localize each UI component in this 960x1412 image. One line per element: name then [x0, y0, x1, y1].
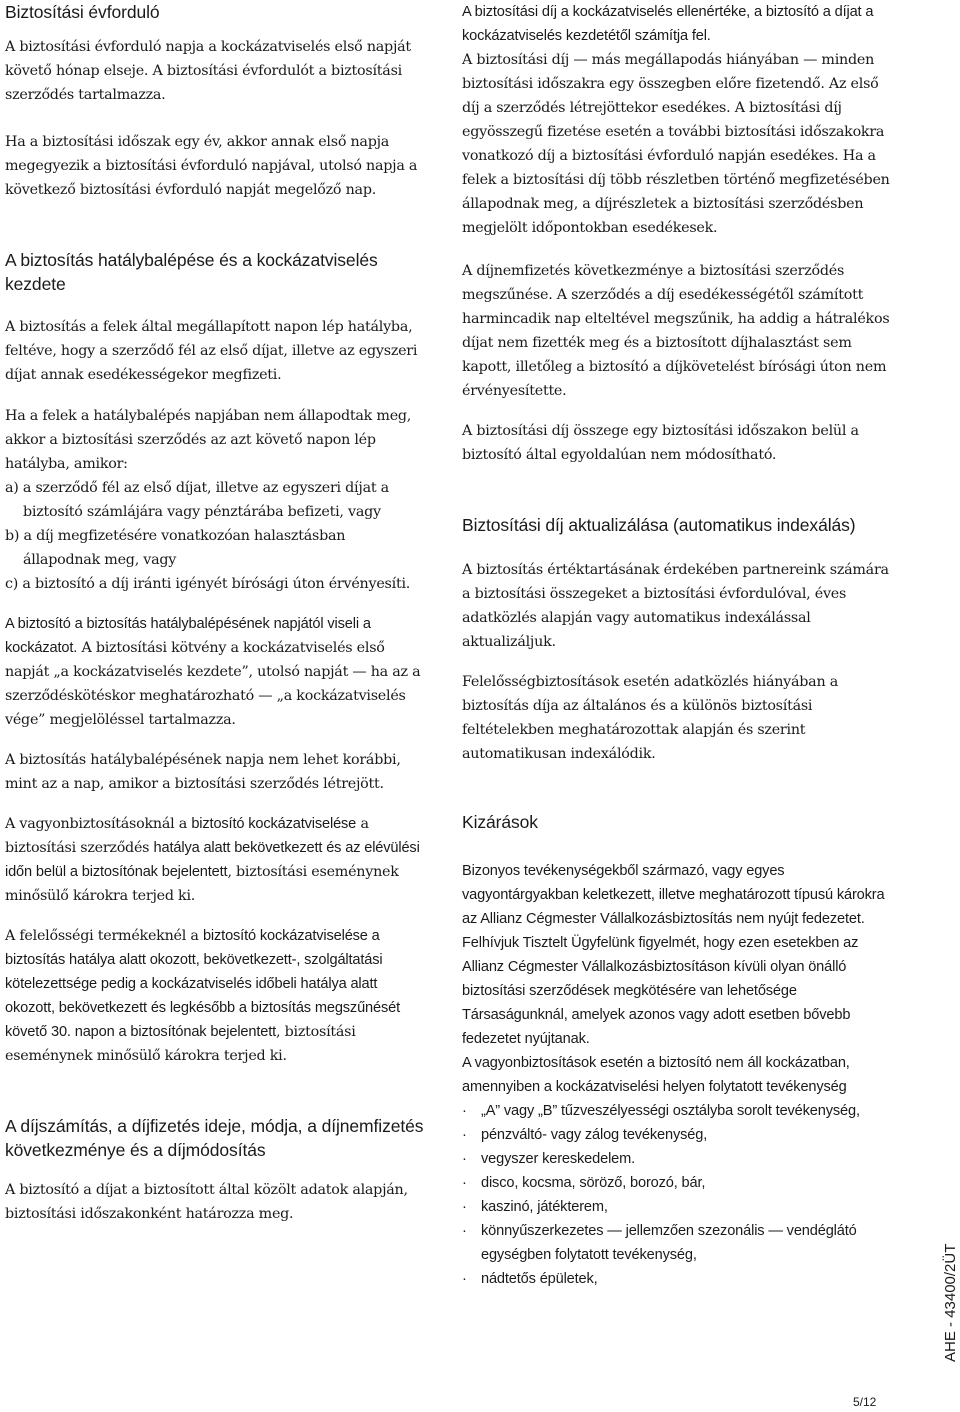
list-item: c) a biztosító a díj iránti igényét bírósági úton érvényesíti.: [5, 576, 411, 592]
paragraph-vagyonbiztositas: [5, 812, 425, 908]
paragraph-korabbi: A biztosítás hatálybalépésének napja nem lehet korábbi, mint az a nap, amikor a biztosítási szerződés létrejött.: [5, 752, 401, 792]
heading-dijszamitas: A díjszámítás, a díjfizetés ideje, módja, a díjnemfizetés következménye és a díjmódosítás: [5, 1116, 424, 1160]
document-code: AHE - 43400/2ÜT: [942, 1243, 959, 1362]
bold-lead: A biztosító a biztosítás hatálybalépésének napjától viseli a kockázatot.: [5, 616, 371, 656]
bullet-icon: ·: [462, 1223, 467, 1239]
list-item-text: „A” vagy „B” tűzveszélyességi osztályba sorolt tevékenység,: [481, 1103, 860, 1119]
list-item: [462, 1195, 892, 1219]
bullet-icon: ·: [462, 1271, 467, 1287]
list-item-text: vegyszer kereskedelem.: [481, 1151, 636, 1167]
paragraph-rest: A biztosítási kötvény a kockázatviselés első napját „a kockázatviselés kezdete”, utolsó napját — ha az a szerződéskötéskor meghatározható — „a kockázatviselés vége” megjelöléssel tartalmazza.: [5, 640, 421, 728]
list-item-text: kaszinó, játékterem,: [481, 1199, 608, 1215]
text-part: A felelősségi termékeknél a: [5, 928, 203, 944]
paragraph-dij-1: A biztosítási díj a kockázatviselés ellenértéke, a biztosító a díjat a kockázatviselés kezdetétől számítja fel.: [462, 4, 874, 44]
bullet-icon: ·: [462, 1151, 467, 1167]
paragraph-nemfizetes: A díjnemfizetés következménye a biztosítási szerződés megszűnése. A szerződés a díj esedékességétől számított harmincadik nap elteltével megszűnik, ha addig a hátralékos díjat nem fizették meg és a biztosított díjhalasztást sem kapott, illetőleg a biztosító a díjkövetelést bírósági úton nem érvényesítette.: [462, 263, 890, 399]
list-item: [462, 1267, 892, 1291]
list-item: [462, 1147, 892, 1171]
list-item-text: pénzváltó- vagy zálog tevékenység,: [481, 1127, 708, 1143]
paragraph-dijszamitas: A biztosító a díjat a biztosított által közölt adatok alapján, biztosítási időszakonként határozza meg.: [5, 1182, 408, 1222]
list-item: b) a díj megfizetésére vonatkozóan halasztásban állapodnak meg, vagy: [5, 528, 346, 568]
list-item: [462, 1099, 892, 1123]
bullet-icon: ·: [462, 1103, 467, 1119]
list-item: [462, 1219, 892, 1267]
heading-kizarasok: Kizárások: [462, 812, 538, 832]
list-item: [462, 1123, 892, 1147]
list-item-text: nádtetős épületek,: [481, 1271, 598, 1287]
exclusion-list: [462, 1099, 892, 1291]
paragraph-osszeg: A biztosítási díj összege egy biztosítási időszakon belül a biztosító által egyoldalúan nem módosítható.: [462, 423, 859, 463]
page-number: 5/12: [853, 1395, 877, 1409]
heading-aktualizalas: Biztosítási díj aktualizálása (automatikus indexálás): [462, 515, 856, 535]
list-item: a) a szerződő fél az első díjat, illetve az egyszeri díjat a biztosító számlájára vagy pénztárába befizeti, vagy: [5, 480, 389, 520]
paragraph-aktualizalas-1: A biztosítás értéktartásának érdekében partnereink számára a biztosítási összegeket a biztosítási évfordulóval, éves adatközlés alapján vagy automatikus indexálással aktualizáljuk.: [462, 562, 889, 650]
text-part: A vagyonbiztosításoknál a: [5, 816, 192, 832]
paragraph-kizarasok-1: Bizonyos tevékenységekből származó, vagy egyes vagyontárgyakban keletkezett, illetve meghatározott típusú károkra az Allianz Cégmester Vállalkozásbiztosítás nem nyújt fedezetet.: [462, 863, 885, 927]
paragraph-evfordulo-2: Ha a biztosítási időszak egy év, akkor annak első napja megegyezik a biztosítási évforduló napjával, utolsó napja a következő biztosítási évforduló napját megelőző nap.: [5, 134, 418, 198]
bullet-icon: ·: [462, 1127, 467, 1143]
list-item-text: disco, kocsma, söröző, borozó, bár,: [481, 1175, 706, 1191]
heading-evfordulo: Biztosítási évforduló: [5, 2, 160, 22]
bold-part: biztosító kockázatviselése: [191, 816, 357, 832]
paragraph-evfordulo-1: A biztosítási évforduló napja a kockázatviselés első napját követő hónap elseje. A biztosítási évfordulót a biztosítási szerződés tartalmazza.: [5, 39, 411, 103]
paragraph-kizarasok-2: Felhívjuk Tisztelt Ügyfelünk figyelmét, hogy ezen esetekben az Allianz Cégmester Vállalkozásbiztosításon kívüli olyan önálló biztosítási szerződések megkötésére van lehetősége Társaságunknál, amelyek azonos vagy adott esetben bővebb fedezetet nyújtanak.: [462, 935, 859, 1047]
list-item-text: könnyűszerkezetes — jellemzően szezonális — vendéglátó egységben folytatott tevékenység,: [481, 1223, 857, 1263]
heading-hatalybalepes: A biztosítás hatálybalépése és a kockázatviselés kezdete: [5, 250, 378, 294]
text-part: a biztosítási szerződés: [5, 816, 369, 856]
bullet-icon: ·: [462, 1175, 467, 1191]
text-part: , biztosítási eseménynek minősülő károkra terjed ki.: [5, 1024, 356, 1064]
paragraph-dij-2: A biztosítási díj — más megállapodás hiányában — minden biztosítási időszakra egy összegben előre fizetendő. Az első díj a szerződés létrejöttekor esedékes. A biztosítási díj egyösszegű fizetése esetén a további biztosítási időszakokra vonatkozó díj a biztosítási évforduló napján esedékes. Ha a felek a biztosítási díj több részletben történő megfizetésében állapodnak meg, a díjrészletek a biztosítási szerződésben megjelölt időpontokban esedékesek.: [462, 52, 890, 236]
bold-part: biztosító kockázatviselése a biztosítás hatálya alatt okozott, bekövetkezett-, szolgáltatási kötelezettsége pedig a kockázatviselés időbeli hatálya alatt okozott, bekövetkezett és legkésőbb a biztosítás megszűnését követő 30. napon a biztosítónak bejelentett: [5, 928, 400, 1040]
list-item: [462, 1171, 892, 1195]
bullet-icon: ·: [462, 1199, 467, 1215]
paragraph-kizarasok-3: A vagyonbiztosítások esetén a biztosító nem áll kockázatban, amennyiben a kockázatviselési helyen folytatott tevékenység: [462, 1055, 850, 1095]
paragraph-kockazatviseles: [5, 612, 425, 732]
text-part: , biztosítási eseménynek minősülő károkra terjed ki.: [5, 864, 399, 904]
paragraph-aktualizalas-2: Felelősségbiztosítások esetén adatközlés hiányában a biztosítás díja az általános és a különös biztosítási feltételekben meghatározottak alapján és szerint automatikusan indexálódik.: [462, 674, 838, 762]
bold-part: hatálya alatt bekövetkezett és az elévülési időn belül a biztosítónak bejelentett: [5, 840, 420, 880]
left-column: [5, 0, 425, 1226]
paragraph-hatalyba-2: Ha a felek a hatálybalépés napjában nem állapodtak meg, akkor a biztosítási szerződés az azt követő napon lép hatályba, amikor:: [5, 408, 412, 472]
condition-list: [5, 476, 425, 596]
paragraph-hatalyba-1: A biztosítás a felek által megállapított napon lép hatályba, feltéve, hogy a szerződő fél az első díjat, illetve az egyszeri díjat annak esedékességekor megfizeti.: [5, 319, 418, 383]
right-column: [462, 0, 892, 1291]
paragraph-felelossegi: [5, 924, 425, 1068]
